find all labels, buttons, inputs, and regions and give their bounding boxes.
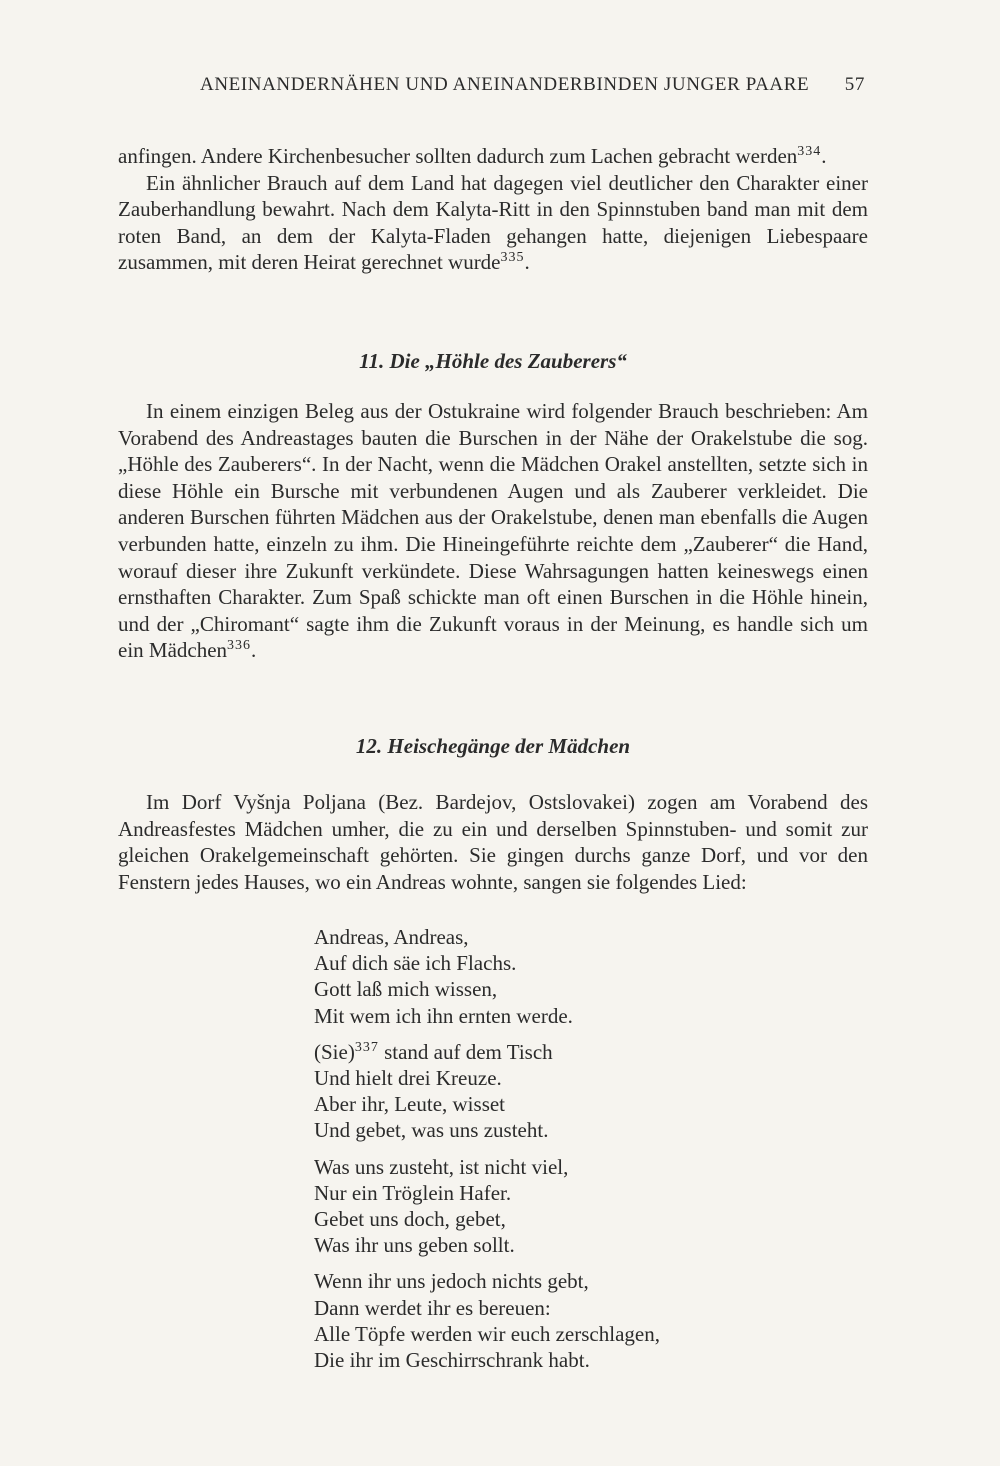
verse-line: Mit wem ich ihn ernten werde. <box>314 1003 573 1028</box>
stanza <box>314 1154 814 1259</box>
page-number: 57 <box>844 74 865 95</box>
verse-line: Alle Töpfe werden wir euch zerschlagen, <box>314 1321 660 1346</box>
verse-line: Gott laß mich wissen, <box>314 977 498 1002</box>
opening-text-block <box>118 143 868 276</box>
footnote-ref: 335 <box>500 250 525 266</box>
verse-line: Die ihr im Geschirrschrank habt. <box>314 1348 590 1373</box>
section-body <box>118 398 868 664</box>
section-body <box>118 789 868 895</box>
paragraph: Im Dorf Vyšnja Poljana (Bez. Bardejov, Ostslovakei) zogen am Vorabend des Andreasfestes Mädchen umher, die zu ein und derselben Spinnstuben- und somit zur gleichen Orakelgemeinschaft gehörten. Sie gingen durchs ganze Dorf, und vor den Fenstern jedes Hauses, wo ein Andreas wohnte, sangen sie folgendes Lied: <box>118 790 868 894</box>
verse-line: Andreas, Andreas, <box>314 925 469 949</box>
verse-line: (Sie)$^{337}$ stand auf dem Tisch <box>314 1039 553 1064</box>
running-header <box>200 72 865 98</box>
running-title: ANEINANDERNÄHEN UND ANEINANDERBINDEN JUNGER PAARE <box>200 74 810 95</box>
section-heading: 11. Die „Höhle des Zauberers“ <box>359 349 627 373</box>
verse-line: Auf dich säe ich Flachs. <box>314 951 517 976</box>
verse-line: Dann werdet ihr es bereuen: <box>314 1295 551 1320</box>
footnote-ref: 334 <box>797 144 822 159</box>
verse-line: Was ihr uns geben sollt. <box>314 1233 515 1258</box>
verse-line: Und gebet, was uns zusteht. <box>314 1118 549 1143</box>
footnote-ref: 337 <box>354 1039 379 1055</box>
stanza <box>314 1039 814 1144</box>
paragraph: In einem einzigen Beleg aus der Ostukraine wird folgender Brauch beschrieben: Am Vorabend des Andreastages bauten die Burschen in der Nähe der Orakelstube die sog. „Höhle des Zauberers“. In der Nacht, wenn die Mädchen Orakel anstellten, setzte sich in diese Höhle ein Bursche mit verbundenen Augen und als Zauberer verkleidet. Die anderen Burschen führten Mädchen aus der Orakelstube, denen man ebenfalls die Augen verbunden hatte, einzeln zu ihm. Die Hineingeführte reichte dem „Zauberer“ die Hand, worauf dieser ihre Zukunft verkündete. Diese Wahrsagungen hatten keineswegs einen ernsthaften Charakter. Zum Spaß schickte man oft einen Burschen in die Höhle hinein, und der „Chiromant“ sagte ihm die Zukunft voraus in der Meinung, es handle sich um ein Mädchen$^{336}$. <box>118 399 868 663</box>
stanza <box>314 924 814 1029</box>
verse-line: Wenn ihr uns jedoch nichts gebt, <box>314 1269 589 1294</box>
verse-line: Was uns zusteht, ist nicht viel, <box>314 1154 569 1179</box>
verse-line: Gebet uns doch, gebet, <box>314 1207 506 1232</box>
stanza <box>314 1268 814 1373</box>
section-heading: 12. Heischegänge der Mädchen <box>355 734 631 758</box>
verse-line: Aber ihr, Leute, wisset <box>314 1092 506 1117</box>
verse-line: Nur ein Tröglein Hafer. <box>314 1180 512 1205</box>
poem <box>314 924 814 1383</box>
paragraph: Ein ähnlicher Brauch auf dem Land hat dagegen viel deutlicher den Charakter einer Zauberhandlung bewahrt. Nach dem Kalyta-Ritt in den Spinnstuben band man mit dem roten Band, an dem der Kalyta-Fladen gehangen hatte, diejenigen Liebespaare zusammen, mit deren Heirat gerechnet wurde$^{335}$. <box>118 170 868 275</box>
paragraph-continuation: anfingen. Andere Kirchenbesucher sollten dadurch zum Lachen gebracht werden$^{334}$. <box>118 144 827 168</box>
verse-line: Und hielt drei Kreuze. <box>314 1066 502 1091</box>
footnote-ref: 336 <box>227 638 252 654</box>
